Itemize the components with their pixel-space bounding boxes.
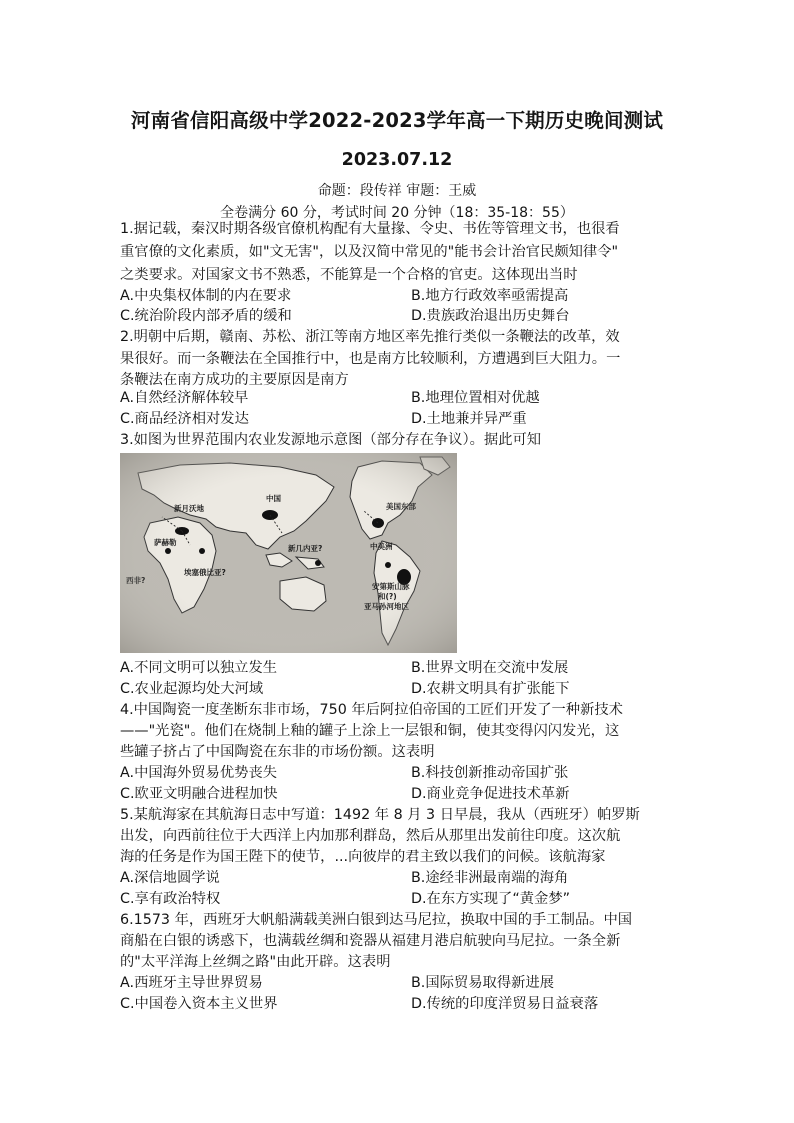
q4-option-d: D.商业竞争促进技术革新 bbox=[411, 786, 570, 802]
q1-line-1: 1.据记载，秦汉时期各级官僚机构配有大量掾、令史、书佐等管理文书，也很看 bbox=[120, 221, 620, 237]
q5-option-c: C.享有政治特权 bbox=[120, 891, 221, 907]
q5-line-2: 出发，向西前往位于大西洋上内加那利群岛，然后从那里出发前往印度。这次航 bbox=[120, 828, 621, 844]
exam-title: 河南省信阳高级中学2022-2023学年高一下期历史晚间测试 bbox=[130, 109, 664, 132]
q2-option-c: C.商品经济相对发达 bbox=[120, 411, 249, 427]
q1-option-d: D.贵族政治退出历史舞台 bbox=[411, 308, 570, 324]
q1-line-2: 重官僚的文化素质，如"文无害"，以及汉简中常见的"能书会计治官民颇知律令" bbox=[120, 244, 619, 260]
q4-line-3: 些罐子挤占了中国陶瓷在东非的市场份额。这表明 bbox=[120, 744, 435, 760]
q5-option-b: B.途经非洲最南端的海角 bbox=[411, 870, 569, 886]
q6-option-a: A.西班牙主导世界贸易 bbox=[120, 975, 263, 991]
q1-line-3: 之类要求。对国家文书不熟悉，不能算是一个合格的官吏。这体现出当时 bbox=[120, 267, 578, 283]
q6-line-2: 商船在白银的诱惑下，也满载丝绸和瓷器从福建月港启航驶向马尼拉。一条全新 bbox=[120, 933, 621, 949]
q3-option-a: A.不同文明可以独立发生 bbox=[120, 660, 278, 676]
q5-line-3: 海的任务是作为国王陛下的使节，...向彼岸的君主致以我们的问候。该航海家 bbox=[120, 849, 606, 865]
q2-option-d: D.土地兼并异严重 bbox=[411, 411, 527, 427]
q4-option-a: A.中国海外贸易优势丧失 bbox=[120, 765, 278, 781]
q3-option-c: C.农业起源均处大河域 bbox=[120, 681, 264, 697]
exam-authors: 命题：段传祥 审题：王威 bbox=[317, 183, 477, 199]
q1-option-b: B.地方行政效率亟需提高 bbox=[411, 288, 569, 304]
q6-option-d: D.传统的印度洋贸易日益衰落 bbox=[411, 996, 599, 1012]
q3-option-b: B.世界文明在交流中发展 bbox=[411, 660, 569, 676]
q2-option-a: A.自然经济解体较早 bbox=[120, 390, 249, 406]
q5-option-a: A.深信地圆学说 bbox=[120, 870, 220, 886]
q6-option-c: C.中国卷入资本主义世界 bbox=[120, 996, 278, 1012]
q5-option-d: D.在东方实现了“黄金梦” bbox=[411, 891, 571, 907]
q5-line-1: 5.某航海家在其航海日志中写道：1492 年 8 月 3 日早晨，我从（西班牙）帕罗斯 bbox=[120, 807, 640, 823]
q3-option-d: D.农耕文明具有扩张能下 bbox=[411, 681, 570, 697]
q4-option-b: B.科技创新推动帝国扩张 bbox=[411, 765, 569, 781]
q2-option-b: B.地理位置相对优越 bbox=[411, 390, 540, 406]
world-agriculture-origins-map bbox=[120, 453, 457, 653]
q6-line-3: 的"太平洋海上丝绸之路"由此开辟。这表明 bbox=[120, 954, 391, 970]
q1-option-a: A.中央集权体制的内在要求 bbox=[120, 288, 292, 304]
q4-line-2: ——"光瓷"。他们在烧制上釉的罐子上涂上一层银和铜，使其变得闪闪发光，这 bbox=[120, 723, 620, 739]
q6-option-b: B.国际贸易取得新进展 bbox=[411, 975, 555, 991]
q2-line-2: 果很好。而一条鞭法在全国推行中，也是南方比较顺利，方遭遇到巨大阻力。一 bbox=[120, 351, 621, 367]
exam-info: 全卷满分 60 分，考试时间 20 分钟（18：35-18：55） bbox=[220, 205, 574, 221]
exam-date: 2023.07.12 bbox=[341, 150, 453, 170]
q3-line-1: 3.如图为世界范围内农业发源地示意图（部分存在争议）。据此可知 bbox=[120, 432, 542, 448]
q1-option-c: C.统治阶段内部矛盾的缓和 bbox=[120, 308, 292, 324]
q6-line-1: 6.1573 年，西班牙大帆船满载美洲白银到达马尼拉，换取中国的手工制品。中国 bbox=[120, 912, 633, 928]
q4-line-1: 4.中国陶瓷一度垄断东非市场，750 年后阿拉伯帝国的工匠们开发了一种新技术 bbox=[120, 702, 623, 718]
q2-line-1: 2.明朝中后期，赣南、苏松、浙江等南方地区率先推行类似一条鞭法的改革，效 bbox=[120, 329, 620, 345]
q2-line-3: 条鞭法在南方成功的主要原因是南方 bbox=[120, 372, 349, 388]
q4-option-c: C.欧亚文明融合进程加快 bbox=[120, 786, 278, 802]
